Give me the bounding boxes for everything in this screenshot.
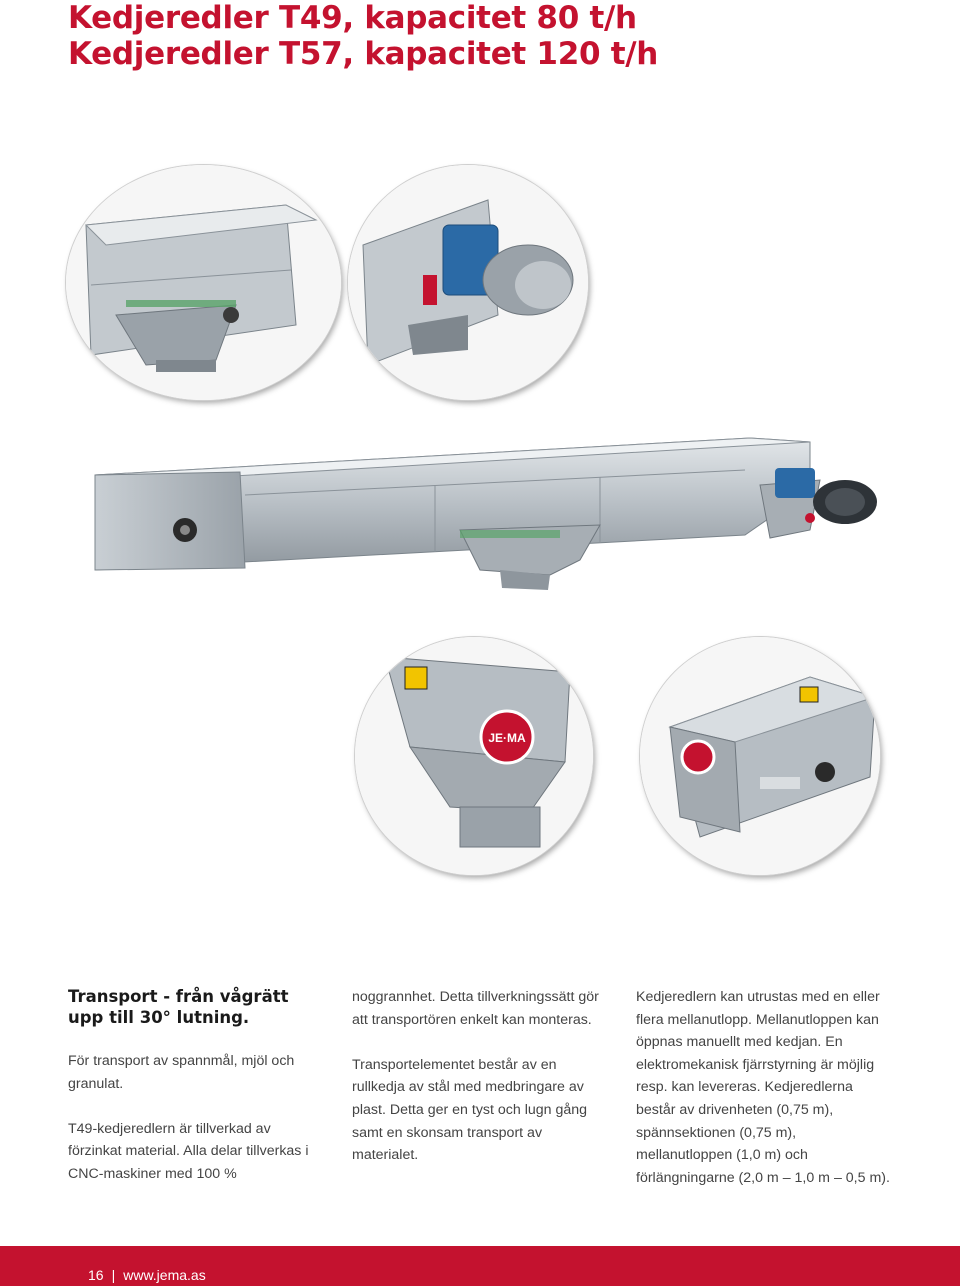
footer-url-link[interactable]: www.jema.as: [123, 1267, 206, 1283]
conveyor-inlet-detail: [66, 165, 341, 400]
section-heading: [68, 986, 323, 1028]
col3-paragraph-1: Kedjeredlern kan utrustas med en eller flera mellanutlopp. Mellanutloppen kan öppnas manuellt med kedjan. En elektromekanisk fjärrstyrning är möjlig resp. kan levereras. Kedjeredlerna består av drivenheten (0,75 m), spännsektionen (0,75 m), mellanutloppen (1,0 m) och förlängningarne (2,0 m – 1,0 m – 0,5 m).: [636, 989, 890, 1186]
section-heading-line2: upp till 30° lutning.: [68, 1008, 250, 1027]
page-number: 16: [88, 1267, 104, 1283]
drive-motor-detail: [348, 165, 588, 400]
col2-paragraph-1: noggrannhet. Detta tillverkningssätt gör att transportören enkelt kan monteras.: [352, 989, 599, 1028]
page-title-line2: Kedjeredler T57, kapacitet 120 t/h: [68, 36, 659, 72]
col1-paragraph-1: För transport av spannmål, mjöl och granulat.: [68, 1053, 295, 1092]
text-column-1: [68, 986, 323, 1208]
tail-end-detail: [640, 637, 880, 875]
col1-paragraph-2: T49-kedjeredlern är tillverkad av förzinkat material. Alla delar tillverkas i CNC-maskiner med 100 %: [68, 1120, 309, 1182]
page-title: [68, 0, 658, 72]
page-title-line1: Kedjeredler T49, kapacitet 80 t/h: [68, 0, 637, 36]
conveyor-photo: [80, 430, 890, 600]
outlet-hopper-detail: [355, 637, 593, 875]
col2-paragraph-2: Transportelementet består av en rullkedja av stål med medbringare av plast. Detta ger en tyst och lugn gång samt en skonsam transport av materialet.: [352, 1056, 588, 1164]
jema-logo: JE·MA: [488, 731, 526, 745]
text-column-3: [636, 986, 894, 1212]
section-heading-line1: Transport - från vågrätt: [68, 987, 289, 1006]
footer-separator: |: [111, 1267, 116, 1283]
text-column-2: [352, 986, 610, 1189]
footer: [88, 1267, 206, 1283]
